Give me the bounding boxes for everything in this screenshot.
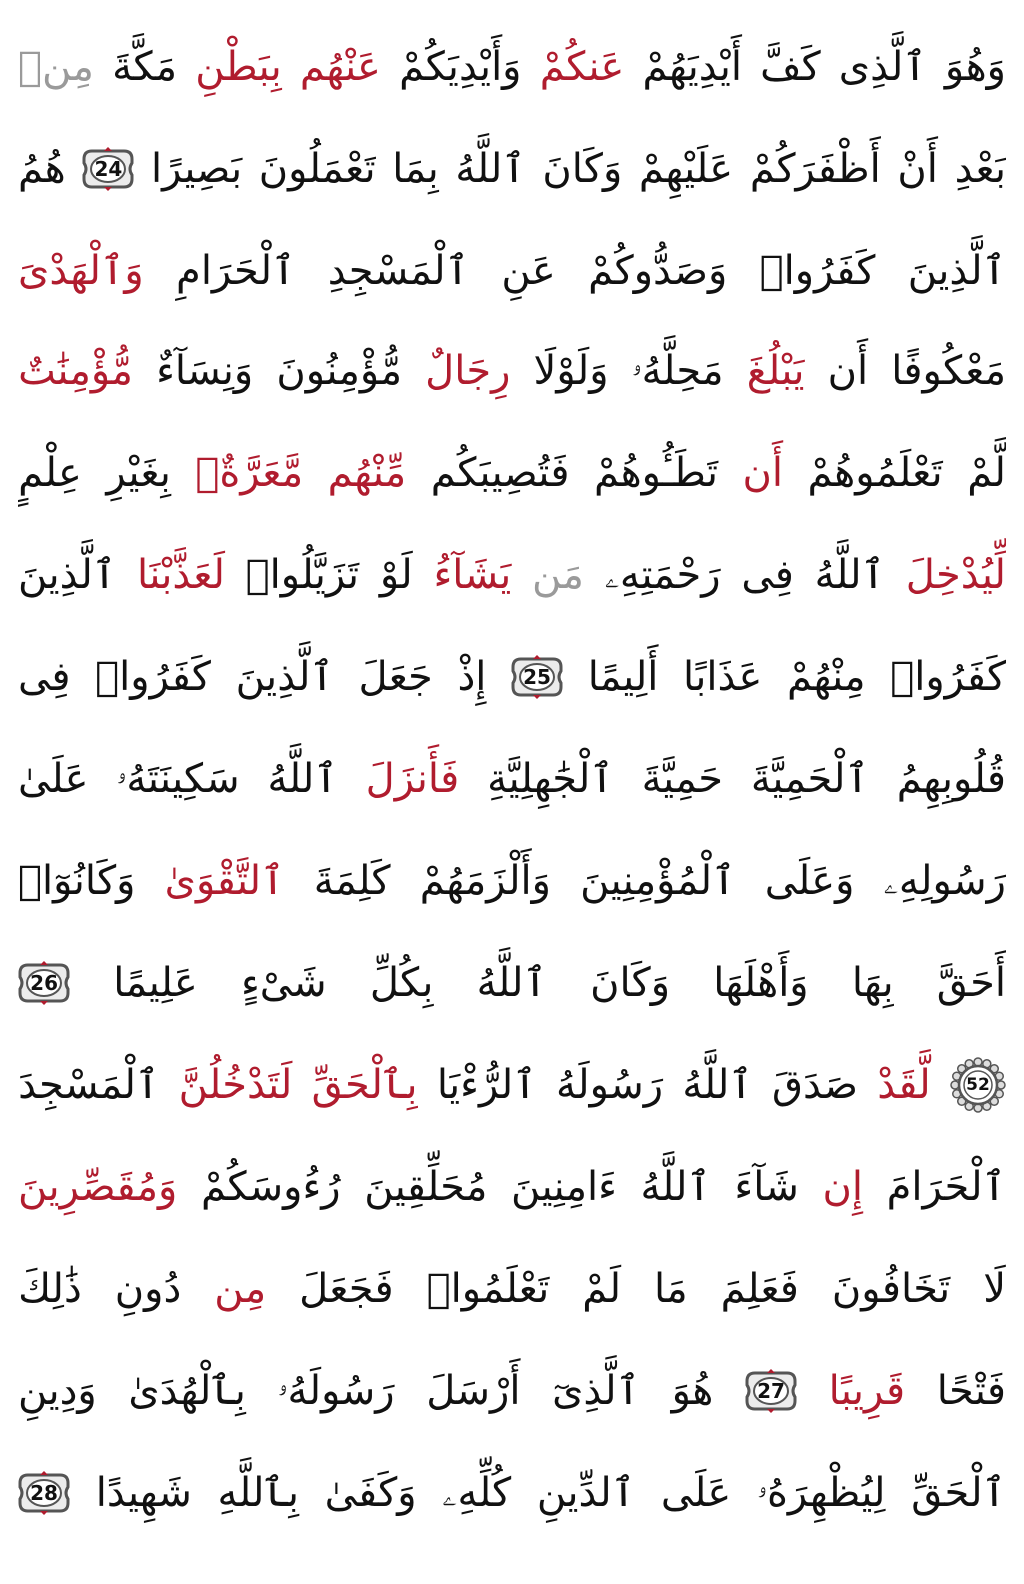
quran-word: ٱلْمَسْجِدِ (327, 248, 470, 294)
quran-word: بِٱلْهُدَىٰ (128, 1368, 246, 1414)
quran-word: بِٱللَّهِ (217, 1470, 299, 1516)
verse-number-marker (745, 1369, 797, 1413)
quran-word: كَفَّ (760, 44, 821, 90)
quran-word: مِنْهُمْ (787, 654, 866, 700)
quran-word: وَٱلْهَدْىَ (18, 248, 144, 294)
quran-word: ٱللَّهُ (476, 960, 547, 1006)
quran-word: رَسُولَهُ (555, 1062, 664, 1108)
quran-word: بِٱلْحَقِّ (311, 1062, 418, 1108)
quran-word: بِمَا (392, 146, 439, 192)
quran-word: مِن (214, 1266, 267, 1312)
quran-word: مَحِلَّهُۥ (631, 348, 724, 394)
quran-word: فِى (741, 552, 794, 598)
quran-word: وَكَفَىٰ (324, 1470, 417, 1516)
verse-number: 24 (94, 157, 123, 181)
quran-word: ٱلَّذِينَ (907, 248, 1006, 294)
quran-word: وَمُقَصِّرِينَ (18, 1164, 178, 1210)
quran-word: بِهَا (851, 960, 894, 1006)
quran-word: وَدِينِ (18, 1368, 97, 1414)
quran-word: أَحَقَّ (936, 960, 1006, 1006)
quran-word: شَىْءٍ (241, 960, 327, 1006)
quran-word: وَأَهْلَهَا (713, 960, 809, 1006)
quran-word: سَكِينَتَهُۥ (116, 756, 240, 802)
quran-word: وَكَانَ (590, 960, 671, 1006)
quran-word: إِن (822, 1164, 864, 1210)
quran-word: ٱللَّهُ (640, 1164, 711, 1210)
quran-word: أَن (742, 450, 783, 496)
hizb-number: 52 (966, 1075, 990, 1095)
quran-word: ٱللَّهُ (682, 1062, 753, 1108)
quran-word: ٱلَّذِى (838, 44, 927, 90)
quran-word: تَعْلَمُوهُمْ (807, 450, 943, 496)
quran-word: عِلْمٍ (18, 450, 82, 496)
quran-word: جَعَلَ (358, 654, 433, 700)
verse-number-marker (18, 961, 70, 1005)
quran-word: فِى (18, 654, 71, 700)
quran-line (18, 1036, 1006, 1134)
verse-number: 27 (757, 1379, 785, 1403)
quran-word: وَعَلَى (764, 858, 855, 904)
quran-word: رَسُولَهُۥ (277, 1368, 395, 1414)
quran-word: حَمِيَّةَ (641, 756, 723, 802)
quran-line (18, 424, 1006, 522)
quran-word: ٱلتَّقْوَىٰ (164, 858, 285, 904)
quran-word: لَا (983, 1266, 1006, 1312)
quran-word: قُلُوبِهِمُ (896, 756, 1006, 802)
quran-word: هُمُ (18, 146, 66, 192)
quran-word: شَآءَ (734, 1164, 799, 1210)
quran-word: يَشَآءُ (433, 552, 512, 598)
quran-word: رَسُولِهِۦ (883, 858, 1006, 904)
quran-line (18, 1138, 1006, 1236)
quran-word: كَفَرُوا۟ (95, 654, 211, 700)
quran-word: بَصِيرًا (151, 146, 243, 192)
quran-word: فَتُصِيبَكُم (430, 450, 570, 496)
verse-number-marker (18, 1471, 70, 1515)
quran-word: مِّنْهُم (327, 450, 407, 496)
quran-word: تَعْلَمُوا۟ (426, 1266, 550, 1312)
quran-word: أَنْ (897, 146, 938, 192)
quran-word: عَنكُمْ (539, 44, 625, 90)
quran-line (18, 18, 1006, 116)
quran-word: بَعْدِ (954, 146, 1006, 192)
quran-word: أَرْسَلَ (426, 1368, 521, 1414)
quran-word: مَّعَرَّةٌۢ (195, 450, 304, 496)
quran-word: قَرِيبًا (828, 1368, 906, 1414)
quran-word: ٱلَّذِينَ (235, 654, 334, 700)
quran-line (18, 832, 1006, 930)
quran-line (18, 628, 1006, 726)
quran-line (18, 1342, 1006, 1440)
quran-word: ٱلْجَٰهِلِيَّةِ (487, 756, 614, 802)
quran-word: رُءُوسَكُمْ (200, 1164, 341, 1210)
quran-word: كَفَرُوا۟ (890, 654, 1006, 700)
quran-word: ٱللَّهُ (267, 756, 338, 802)
quran-word: مُّؤْمِنَٰتٌ (18, 348, 133, 394)
quran-word: فَعَلِمَ (720, 1266, 799, 1312)
quran-word: رِجَالٌ (425, 348, 511, 394)
quran-line (18, 934, 1006, 1032)
quran-word: بِغَيْرِ (106, 450, 171, 496)
quran-line (18, 1240, 1006, 1338)
quran-word: فَجَعَلَ (299, 1266, 394, 1312)
quran-word: ٱلَّذِىٓ (552, 1368, 640, 1414)
quran-word: لَمْ (582, 1266, 622, 1312)
quran-word: بِكُلِّ (369, 960, 434, 1006)
quran-word: لَوْ (379, 552, 413, 598)
quran-word: وَنِسَآءٌ (156, 348, 254, 394)
quran-word: ءَامِنِينَ (511, 1164, 617, 1210)
quran-word: وَأَيْدِيَكُمْ (399, 44, 522, 90)
quran-word: وَصَدُّوكُمْ (588, 248, 728, 294)
quran-word: عَنْهُم (299, 44, 381, 90)
quran-line (18, 730, 1006, 828)
quran-word: كَلِمَةَ (313, 858, 391, 904)
quran-word: عَلَيْهِمْ (638, 146, 734, 192)
quran-word: لَّقَدْ (877, 1062, 931, 1108)
quran-word: شَهِيدًا (95, 1470, 192, 1516)
quran-word: هُوَ (671, 1368, 714, 1414)
quran-word: لِيُظْهِرَهُۥ (756, 1470, 886, 1516)
quran-word: كُلِّهِۦ (442, 1470, 512, 1516)
quran-word: لَعَذَّبْنَا (137, 552, 225, 598)
quran-word: مَعْكُوفًا (891, 348, 1006, 394)
quran-word: مُحَلِّقِينَ (364, 1164, 488, 1210)
quran-line (18, 1444, 1006, 1542)
verse-number: 26 (30, 971, 59, 995)
quran-word: ذَٰلِكَ (18, 1266, 82, 1312)
quran-word: دُونِ (114, 1266, 182, 1312)
quran-word: وَكَانَ (542, 146, 623, 192)
quran-word: تَطَـُٔوهُمْ (593, 450, 718, 496)
quran-word: صَدَقَ (771, 1062, 858, 1108)
quran-line (18, 222, 1006, 320)
quran-word: عَذَابًا (683, 654, 763, 700)
quran-word: رَحْمَتِهِۦ (604, 552, 721, 598)
quran-word: أَيْدِيَهُمْ (642, 44, 742, 90)
quran-word: ٱلْحَرَامِ (176, 248, 296, 294)
quran-word: أَظْفَرَكُمْ (749, 146, 881, 192)
quran-line (18, 120, 1006, 218)
quran-word: مَكَّةَ (112, 44, 178, 90)
quran-word: فَأَنزَلَ (365, 756, 460, 802)
quran-word: ٱللَّهُ (455, 146, 526, 192)
quran-word: ٱلْحَقِّ (911, 1470, 1006, 1516)
quran-word: إِذْ (457, 654, 487, 700)
quran-line (18, 526, 1006, 624)
quran-word: بِبَطْنِ (195, 44, 282, 90)
quran-word: ٱلْمَسْجِدَ (18, 1062, 160, 1108)
quran-word: تَخَافُونَ (831, 1266, 951, 1312)
verse-number: 28 (30, 1481, 58, 1505)
quran-word: مُّؤْمِنُونَ (276, 348, 402, 394)
quran-word: ٱلْحَرَامَ (886, 1164, 1006, 1210)
quran-word: وَكَانُوٓا۟ (18, 858, 136, 904)
quran-word: لِّيُدْخِلَ (905, 552, 1006, 598)
quran-word: عَلَى (660, 1470, 732, 1516)
quran-word: أَن (827, 348, 869, 394)
quran-word: وَأَلْزَمَهُمْ (419, 858, 551, 904)
quran-word: لَّمْ (967, 450, 1006, 496)
quran-word: أَلِيمًا (587, 654, 659, 700)
quran-word: عَلَىٰ (18, 756, 89, 802)
quran-word: ٱلَّذِينَ (18, 552, 117, 598)
quran-line (18, 322, 1006, 420)
quran-word: فَتْحًا (936, 1368, 1006, 1414)
quran-word: عَلِيمًا (113, 960, 198, 1006)
quran-word: تَزَيَّلُوا۟ (245, 552, 360, 598)
verse-number-marker (511, 655, 563, 699)
quran-word: كَفَرُوا۟ (759, 248, 876, 294)
quran-word: ٱللَّهُ (814, 552, 885, 598)
quran-word: لَتَدْخُلُنَّ (178, 1062, 293, 1108)
quran-word: ٱلدِّينِ (536, 1470, 636, 1516)
quran-word: تَعْمَلُونَ (258, 146, 376, 192)
quran-word: عَنِ (501, 248, 556, 294)
quran-word: مَا (654, 1266, 688, 1312)
quran-word: يَبْلُغَ (746, 348, 805, 394)
quran-word: وَهُوَ (944, 44, 1006, 90)
verse-number-marker (82, 147, 134, 191)
quran-word: ٱلْحَمِيَّةَ (750, 756, 869, 802)
quran-word: مَن (532, 552, 584, 598)
quran-word: مِنۢ (18, 44, 94, 90)
quran-word: ٱلرُّءْيَا (436, 1062, 537, 1108)
verse-number: 25 (523, 665, 551, 689)
hizb-marker (950, 1057, 1006, 1113)
quran-word: ٱلْمُؤْمِنِينَ (580, 858, 736, 904)
quran-word: وَلَوْلَا (533, 348, 609, 394)
